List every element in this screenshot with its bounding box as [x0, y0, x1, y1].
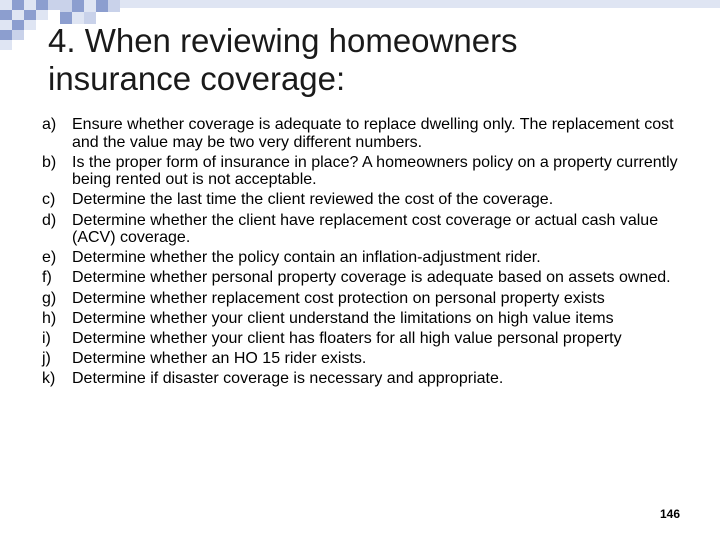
item-text: Determine whether the client have replacement cost coverage or actual cash value (ACV) coverage. [72, 211, 659, 247]
title-line-1: 4. When reviewing homeowners [48, 22, 518, 59]
list-item [42, 212, 682, 247]
list-item [42, 269, 682, 287]
item-marker: i) [42, 330, 51, 347]
top-band-decoration [60, 0, 720, 24]
list-item [42, 330, 682, 348]
item-marker: e) [42, 249, 57, 267]
item-text: Determine whether personal property coverage is adequate based on assets owned. [72, 269, 671, 287]
item-marker: d) [42, 211, 57, 229]
list-item [42, 290, 682, 308]
item-text: Determine the last time the client reviewed the cost of the coverage. [72, 191, 554, 209]
item-marker: c) [42, 191, 56, 209]
slide-title [48, 22, 688, 98]
list-item [42, 154, 682, 189]
item-text: Determine if disaster coverage is necessary and appropriate. [72, 370, 504, 388]
item-text: Determine whether replacement cost protection on personal property exists [72, 289, 605, 307]
item-text: Determine whether an HO 15 rider exists. [72, 350, 367, 368]
item-marker: f) [42, 269, 52, 287]
item-text: Ensure whether coverage is adequate to replace dwelling only. The replacement cost and the value may be two very different numbers. [72, 116, 674, 151]
list-item [42, 116, 682, 151]
page-number: 146 [659, 507, 680, 521]
list-item [42, 370, 682, 388]
item-text: Determine whether the policy contain an inflation-adjustment rider. [72, 249, 541, 267]
item-marker: k) [42, 370, 56, 388]
checklist [42, 116, 682, 391]
list-item [42, 191, 682, 209]
item-text: Determine whether your client understand the limitations on high value items [72, 309, 614, 327]
list-item [42, 350, 682, 368]
item-text: Determine whether your client has floaters for all high value personal property [72, 330, 622, 347]
item-marker: h) [42, 309, 57, 327]
item-marker: a) [42, 116, 57, 133]
item-marker: b) [42, 153, 57, 171]
title-line-2: insurance coverage: [48, 60, 346, 97]
item-text: Is the proper form of insurance in place? A homeowners policy on a property currently being rented out is not acceptable. [72, 153, 678, 189]
item-marker: j) [42, 350, 51, 368]
list-item [42, 249, 682, 267]
list-item [42, 310, 682, 328]
item-marker: g) [42, 289, 57, 307]
